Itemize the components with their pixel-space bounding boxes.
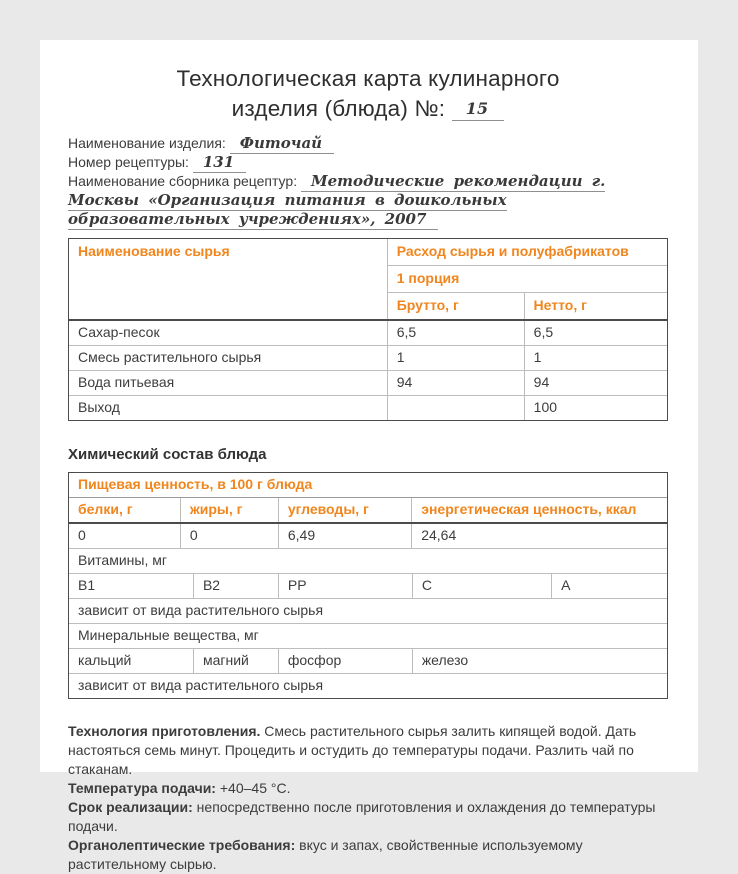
organoleptic-text: вкус и запах, свойственные используемому растительному сырью.	[68, 837, 583, 872]
shelf-life-lead: Срок реализации:	[68, 799, 193, 815]
vitamins-row	[69, 574, 667, 599]
nutrition-values-row	[69, 524, 667, 549]
vitamin-a: A	[561, 577, 571, 593]
mineral-phosphorus: фосфор	[279, 649, 413, 673]
field-recipe-number-label: Номер рецептуры:	[68, 154, 189, 170]
ingredient-netto: 6,5	[533, 324, 554, 340]
ingredients-table	[68, 238, 668, 421]
carbs-value: 6,49	[279, 524, 412, 548]
description-paragraphs	[68, 722, 668, 874]
technology-paragraph	[68, 722, 668, 779]
chemical-composition-heading: Химический состав блюда	[68, 446, 267, 463]
nutrition-table-header-row	[69, 498, 667, 524]
vitamin-b2: B2	[194, 574, 279, 598]
serving-temperature-paragraph	[68, 779, 668, 798]
col-header-consumption-group: Расход сырья и полуфабрикатов	[388, 239, 667, 266]
field-recipe-number	[68, 153, 668, 172]
vitamins-header-row	[69, 549, 667, 574]
protein-value: 0	[69, 524, 181, 548]
col-header-carbs: углеводы, г	[279, 498, 412, 522]
technology-text: Смесь растительного сырья залить кипящей водой. Дать настояться семь минут. Процедить и остудить до температуры подачи. Разлить чай по стаканам.	[68, 723, 637, 777]
table-row	[69, 371, 667, 396]
minerals-header: Минеральные вещества, мг	[78, 627, 259, 643]
col-header-portion: 1 порция	[388, 266, 667, 293]
ingredient-brutto	[388, 396, 525, 420]
ingredient-brutto: 1	[388, 346, 525, 370]
technology-lead: Технология приготовления.	[68, 723, 261, 739]
nutrition-table	[68, 472, 668, 699]
col-header-raw-material: Наименование сырья	[69, 239, 388, 319]
field-product-value: Фиточай	[230, 134, 334, 154]
mineral-iron: железо	[421, 652, 469, 668]
serving-temperature-lead: Температура подачи:	[68, 780, 216, 796]
vitamin-c: C	[413, 574, 552, 598]
page-title	[68, 64, 668, 124]
minerals-note: зависит от вида растительного сырья	[78, 677, 324, 693]
col-header-energy: энергетическая ценность, ккал	[421, 501, 637, 517]
vitamins-header: Витамины, мг	[78, 552, 167, 568]
header-fields	[68, 134, 668, 229]
nutrition-table-title: Пищевая ценность, в 100 г блюда	[78, 476, 313, 492]
vitamin-b1: B1	[69, 574, 194, 598]
organoleptic-paragraph	[68, 836, 668, 874]
vitamin-pp: PP	[279, 574, 413, 598]
shelf-life-paragraph	[68, 798, 668, 836]
minerals-note-row	[69, 674, 667, 698]
field-recipe-collection-label: Наименование сборника рецептур:	[68, 173, 298, 189]
serving-temperature-text: +40–45 °C.	[219, 780, 291, 796]
field-product-label: Наименование изделия:	[68, 135, 226, 151]
fat-value: 0	[181, 524, 279, 548]
table-row	[69, 346, 667, 371]
organoleptic-lead: Органолептические требования:	[68, 837, 296, 853]
document-card	[40, 40, 698, 872]
page-title-line2	[68, 94, 668, 124]
vitamins-note: зависит от вида растительного сырья	[78, 602, 324, 618]
energy-value: 24,64	[421, 527, 457, 543]
shelf-life-text: непосредственно после приготовления и охлаждения до температуры подачи.	[68, 799, 656, 834]
table-row	[69, 321, 667, 346]
ingredient-brutto: 94	[388, 371, 525, 395]
ingredient-name: Выход	[69, 396, 388, 420]
col-header-brutto: Брутто, г	[388, 293, 525, 319]
ingredients-table-header	[69, 239, 667, 321]
col-header-protein: белки, г	[69, 498, 181, 522]
col-header-netto: Нетто, г	[533, 297, 587, 313]
ingredient-name: Вода питьевая	[69, 371, 388, 395]
ingredients-table-subheader	[388, 293, 667, 319]
field-product	[68, 134, 668, 153]
minerals-header-row	[69, 624, 667, 649]
mineral-calcium: кальций	[69, 649, 194, 673]
ingredient-netto: 100	[533, 399, 558, 415]
field-recipe-collection-value: Методические рекомендации г. Москвы «Организация питания в дошкольных образовательных учреждениях», 2007	[68, 172, 606, 228]
vitamins-note-row	[69, 599, 667, 624]
field-recipe-collection	[68, 172, 668, 229]
mineral-magnesium: магний	[194, 649, 279, 673]
minerals-row	[69, 649, 667, 674]
table-row	[69, 396, 667, 420]
ingredient-netto: 1	[533, 349, 542, 365]
ingredient-name: Смесь растительного сырья	[69, 346, 388, 370]
document-number-value: 15	[452, 100, 505, 121]
ingredient-netto: 94	[533, 374, 550, 390]
ingredient-name: Сахар-песок	[69, 321, 388, 345]
col-header-fat: жиры, г	[181, 498, 279, 522]
page-title-line2-prefix: изделия (блюда) №:	[231, 96, 446, 121]
field-recipe-number-value: 131	[193, 153, 246, 173]
ingredients-table-header-right	[388, 239, 667, 319]
nutrition-table-title-row	[69, 473, 667, 498]
ingredient-brutto: 6,5	[388, 321, 525, 345]
page-title-line1: Технологическая карта кулинарного	[176, 66, 560, 91]
